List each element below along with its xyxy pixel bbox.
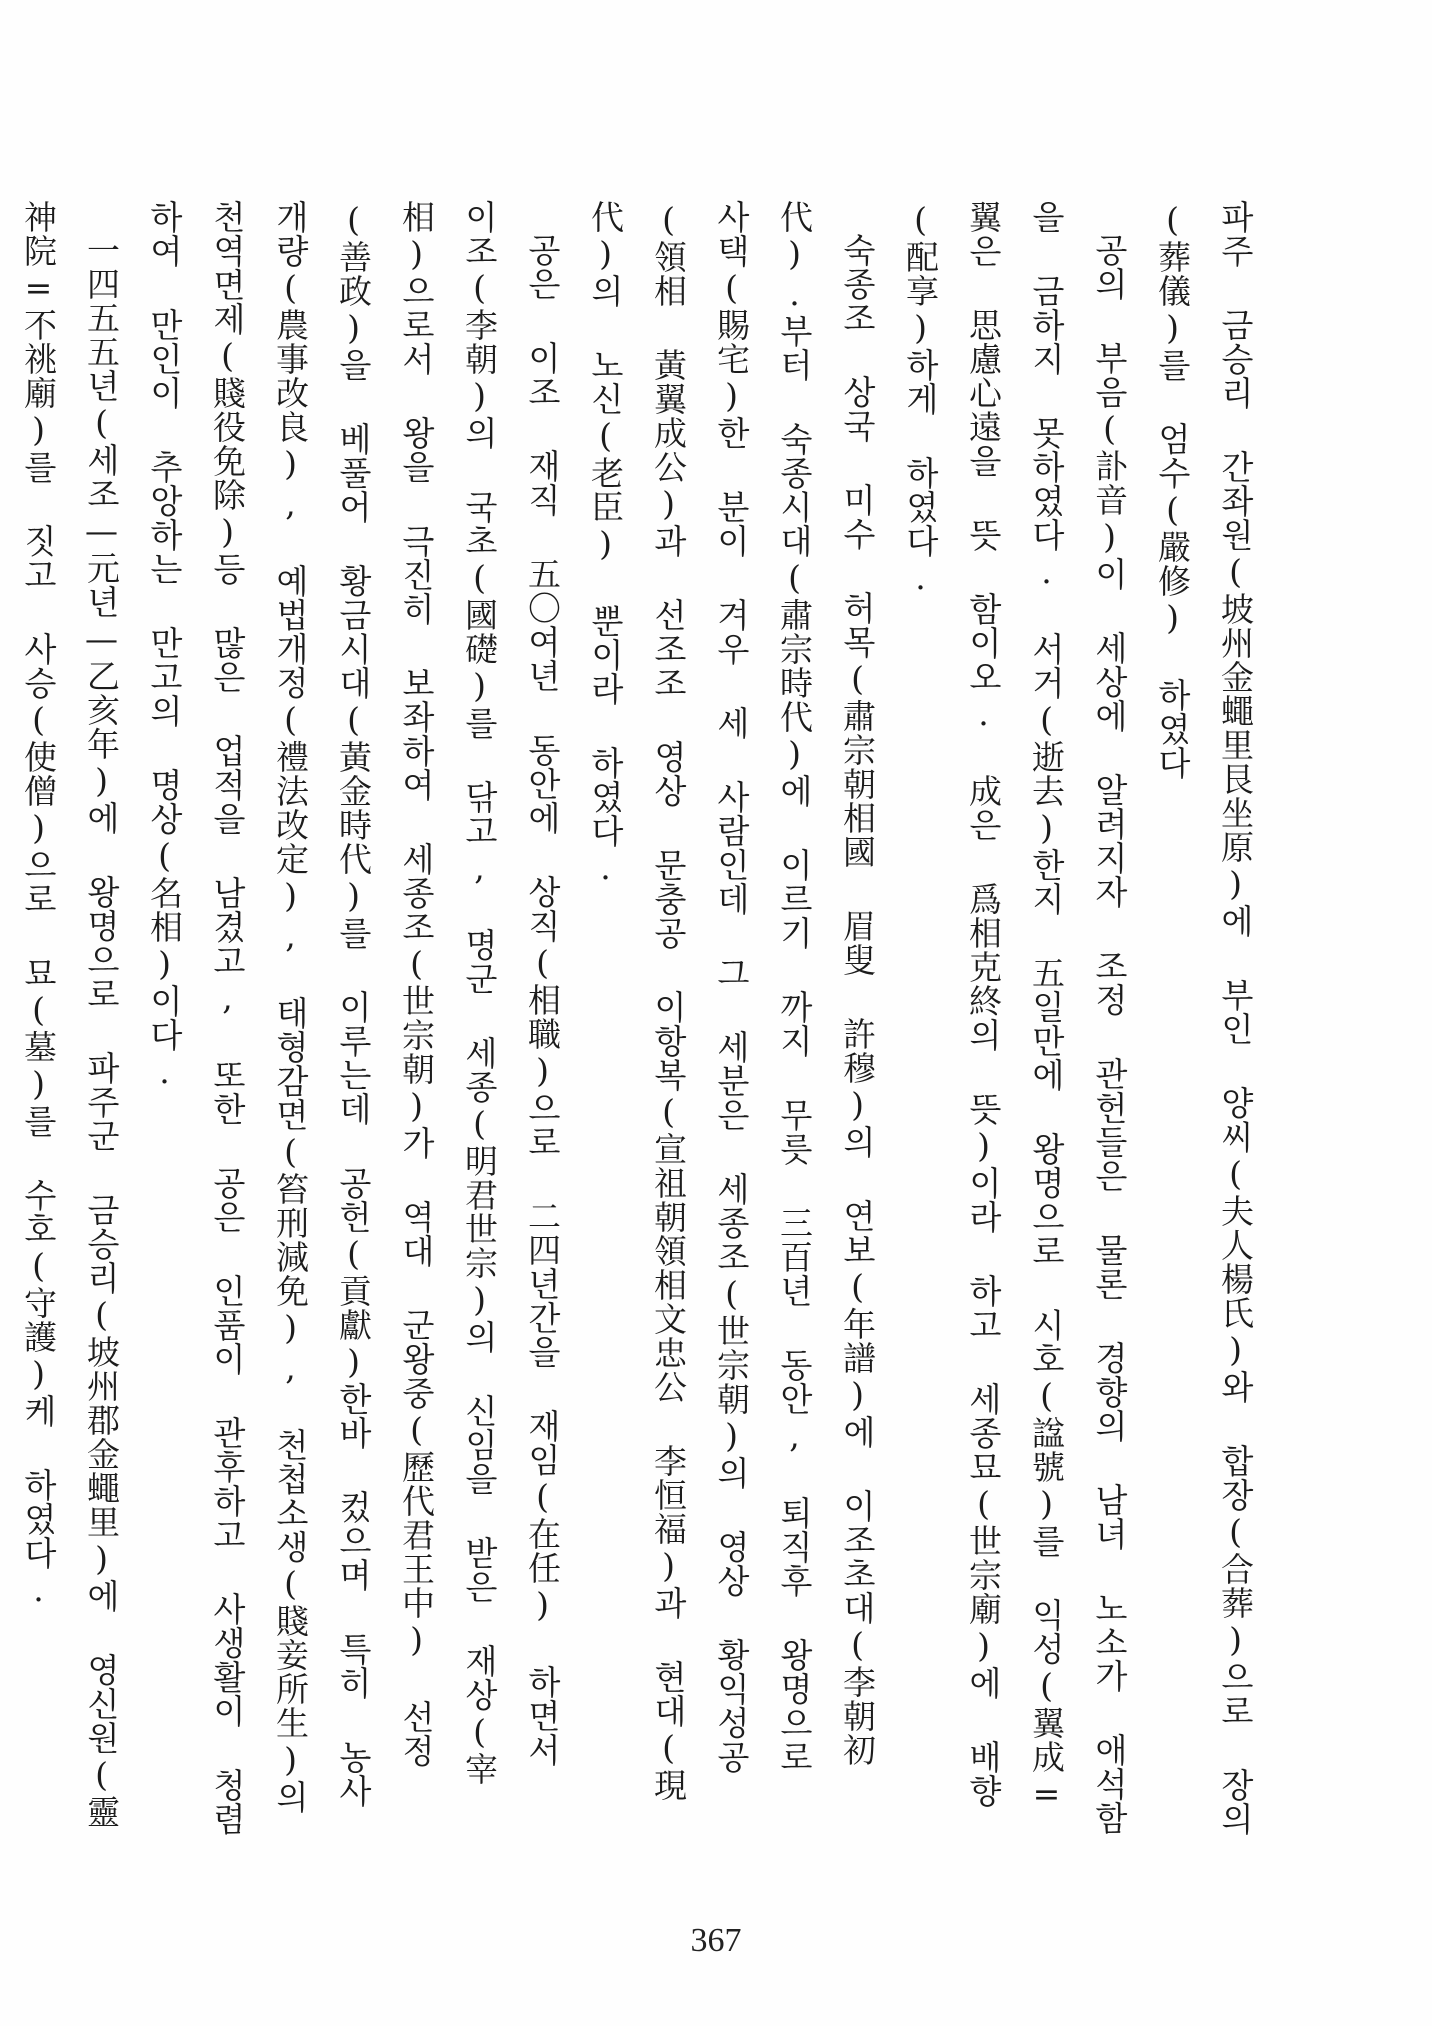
paragraph: 一四五五년(세조—元년—乙亥年)에 왕명으로 파주군 금승리(坡州郡金蠅里)에 영신원(靈神院=不祧廟)를 짓고 사승(使僧)으로 묘(墓)를 수호(守護)케 하였다. bbox=[19, 200, 121, 1829]
body-text bbox=[0, 200, 1267, 1840]
paragraph bbox=[0, 200, 7, 1840]
paragraph: 파주 금승리 간좌원(坡州金蠅里艮坐原)에 부인 양씨(夫人楊氏)와 합장(合葬)으로 장의(葬儀)를 엄수(嚴修) 하였다 bbox=[1153, 200, 1255, 1836]
page-number: 367 bbox=[690, 1922, 742, 1959]
paragraph: 공의 부음(訃音)이 세상에 알려지자 조정 관헌들은 물론 경향의 남녀 노소가 애석함을 금하지 못하였다. 서거(逝去)한지 五일만에 왕명으로 시호(諡號)를 익성(翼成=翼은 思慮心遠을 뜻 함이오. 成은 爲相克終의 뜻)이라 하고 세종묘(世宗廟)에 배향(配享)하게 하였다. bbox=[901, 200, 1129, 1835]
paragraph: 숙종조 상국 미수 허목(肅宗朝相國 眉叟 許穆)의 연보(年譜)에 이조초대(李朝初代).부터 숙종시대(肅宗時代)에 이르기 까지 무릇 三百년 동안, 퇴직후 왕명으로 사택(賜宅)한 분이 겨우 세 사람인데 그 세분은 세종조(世宗朝)의 영상 황익성공(領相 黃翼成公)과 선조조 영상 문충공 이항복(宣祖朝領相文忠公 李恒福)과 현대(現代)의 노신(老臣) 뿐이라 하였다. bbox=[586, 200, 877, 1802]
paragraph: 공은 이조 재직 五〇여년 동안에 상직(相職)으로 二四년간을 재임(在任) 하면서 이조(李朝)의 국초(國礎)를 닦고, 명군 세종(明君世宗)의 신임을 받은 재상(宰相)으로서 왕을 극진히 보좌하여 세종조(世宗朝)가 역대 군왕중(歷代君王中) 선정(善政)을 베풀어 황금시대(黃金時代)를 이루는데 공헌(貢獻)한바 컸으며 특히 농사개량(農事改良), 예법개정(禮法改定), 태형감면(笞刑減免), 천첩소생(賤妾所生)의 천역면제(賤役免除)등 많은 업적을 남겼고, 또한 공은 인품이 관후하고 사생활이 청렴하여 만인이 추앙하는 만고의 명상(名相)이다. bbox=[145, 200, 562, 1836]
